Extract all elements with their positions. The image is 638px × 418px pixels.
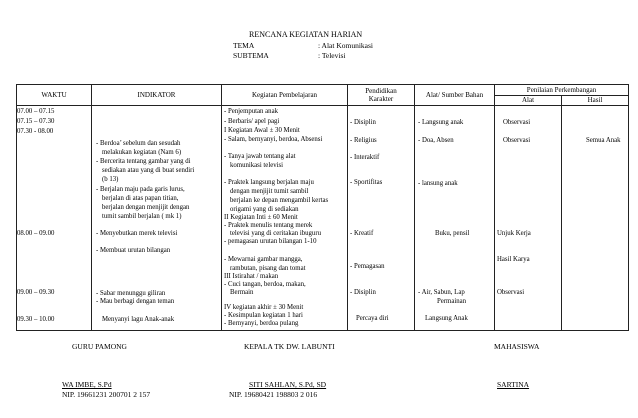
waktu-item: 07.15 – 07.30: [17, 118, 55, 125]
indikator-line: - Mau berbagi dengan teman: [96, 298, 175, 305]
karakter-item: - Pemagasan: [350, 263, 385, 270]
waktu-item: 07.00 – 07.15: [17, 108, 55, 115]
indikator-column: [92, 106, 222, 331]
waktu-item: 09.30 – 10.00: [17, 316, 55, 323]
indikator-line: berjalan di atas papan titian,: [102, 195, 179, 202]
header-penilaian-alat: Alat: [495, 96, 562, 106]
kegiatan-line: dengan menjijit tumit sambil: [230, 188, 309, 195]
indikator-line: berjalan dengan menjijit dengan: [102, 204, 190, 211]
indikator-line: Menyanyi lagu Anak-anak: [102, 316, 175, 323]
karakter-item: - Interaktif: [350, 154, 380, 161]
pendidikan-karakter-column: [348, 106, 415, 331]
subtema-label: SUBTEMA: [233, 51, 269, 60]
kegiatan-line: rambutan, pisang dan tomat: [230, 265, 306, 272]
waktu-item: 08.00 – 09.00: [17, 230, 55, 237]
indikator-line: - Menyebutkan merek televisi: [96, 230, 178, 237]
kegiatan-line: - Kesimpulan kegiatan 1 hari: [224, 312, 303, 319]
header-pendidikan-karakter: Pendidikan Karakter: [348, 85, 415, 106]
header-indikator: INDIKATOR: [92, 85, 222, 106]
karakter-item: - Sportifitas: [350, 179, 383, 186]
penilaian-alat-item: Observasi: [503, 137, 531, 144]
indikator-line: - Berdoa’ sebelum dan sesudah: [96, 140, 181, 147]
kegiatan-line: - Cuci tangan, berdoa, makan,: [224, 281, 306, 288]
kepala-name: SITI SAHLAN, S.Pd, SD: [249, 380, 327, 389]
mahasiswa-name: SARTINA: [497, 380, 530, 389]
indikator-line: sediakan atau yang di buat sendiri: [102, 167, 195, 174]
penilaian-alat-item: Observasi: [503, 119, 531, 126]
kegiatan-line: - Bernyanyi, berdoa pulang: [224, 320, 299, 327]
waktu-item: 07.30 - 08.00: [17, 128, 54, 135]
penilaian-hasil-column: [562, 106, 629, 331]
indikator-line: tumit sambil berjalan ( mk 1): [102, 213, 182, 220]
kegiatan-line: berjalan ke depan mengambil kertas: [230, 197, 329, 204]
penilaian-hasil-item: Semua Anak: [586, 137, 621, 144]
alat-item: Buku, pensil: [435, 230, 470, 237]
alat-item: - Langsung anak: [418, 119, 464, 126]
header-penilaian-hasil: Hasil: [562, 96, 629, 106]
kegiatan-line: - Praktek menulis tentang merek: [224, 222, 313, 229]
guru-pamong-title: GURU PAMONG: [72, 342, 127, 351]
alat-item: Permainan: [437, 298, 467, 305]
kegiatan-line: II Kegiatan Inti ± 60 Menit: [224, 214, 298, 221]
alat-item: - Doa, Absen: [418, 137, 454, 144]
alat-item: Langsung Anak: [425, 315, 468, 322]
indikator-line: melakukan kegiatan (Nam 6): [102, 149, 182, 156]
indikator-line: - Berjalan maju pada garis lurus,: [96, 186, 185, 193]
kegiatan-line: - Penjemputan anak: [224, 108, 278, 115]
kegiatan-line: - Tanya jawab tentang alat: [224, 153, 296, 160]
alat-sumber-column: [415, 106, 495, 331]
kegiatan-line: IV kegiatan akhir ± 30 Menit: [224, 304, 304, 311]
kegiatan-column: [222, 106, 348, 331]
kegiatan-line: III Istirahat / makan: [224, 273, 279, 280]
kegiatan-line: Bermain: [230, 289, 254, 296]
indikator-line: (b 13): [102, 176, 119, 183]
guru-pamong-nip: NIP. 19661231 200701 2 157: [62, 390, 151, 399]
karakter-item: Percaya diri: [356, 315, 389, 322]
penilaian-alat-item: Observasi: [497, 289, 525, 296]
kegiatan-line: - Salam, bernyanyi, berdoa, Absensi: [224, 136, 323, 143]
kegiatan-line: - Praktek langsung berjalan maju: [224, 179, 314, 186]
penilaian-alat-item: Hasil Karya: [497, 256, 530, 263]
kegiatan-line: origami yang di sediakan: [230, 206, 299, 213]
kegiatan-line: komunikasi televisi: [230, 162, 284, 169]
document-title: RENCANA KEGIATAN HARIAN: [249, 30, 363, 39]
alat-item: - lansung anak: [418, 180, 458, 187]
kegiatan-line: - Berbaris/ apel pagi: [224, 118, 280, 125]
header-penilaian: Penilaian Perkembangan: [495, 85, 629, 96]
header-alat-sumber: Alat/ Sumber Bahan: [415, 85, 495, 106]
header-kegiatan: Kegiatan Pembelajaran: [222, 85, 348, 106]
karakter-item: - Kreatif: [350, 230, 374, 237]
waktu-column: [17, 106, 92, 331]
indikator-line: - Membuat urutan bilangan: [96, 247, 171, 254]
karakter-item: - Religius: [350, 137, 377, 144]
guru-pamong-name: WA IMBE, S.Pd: [62, 380, 112, 389]
penilaian-alat-item: Unjuk Kerja: [497, 230, 531, 237]
header-waktu: WAKTU: [17, 85, 92, 106]
kepala-title: KEPALA TK DW. LABUNTI: [244, 342, 335, 351]
karakter-item: - Disiplin: [350, 289, 376, 296]
kegiatan-line: - pemagasan urutan bilangan 1-10: [224, 238, 317, 245]
penilaian-alat-column: [495, 106, 562, 331]
activity-table: [16, 84, 629, 331]
mahasiswa-title: MAHASISWA: [494, 342, 540, 351]
kegiatan-line: televisi yang di ceritakan ibuguru: [230, 230, 321, 237]
waktu-item: 09.00 – 09.30: [17, 289, 55, 296]
kegiatan-line: I Kegiatan Awal ± 30 Menit: [224, 127, 300, 134]
tema-label: TEMA: [233, 41, 255, 50]
alat-item: - Air, Sabun, Lap: [418, 289, 465, 296]
tema-value: : Alat Komunikasi: [318, 41, 373, 50]
indikator-line: - Sabar menunggu giliran: [96, 290, 166, 297]
kegiatan-line: - Mewarnai gambar mangga,: [224, 256, 303, 263]
subtema-value: : Televisi: [318, 51, 346, 60]
kepala-nip: NIP. 19680421 198803 2 016: [229, 390, 318, 399]
karakter-item: - Disiplin: [350, 119, 376, 126]
indikator-line: - Bercerita tentang gambar yang di: [96, 158, 191, 165]
